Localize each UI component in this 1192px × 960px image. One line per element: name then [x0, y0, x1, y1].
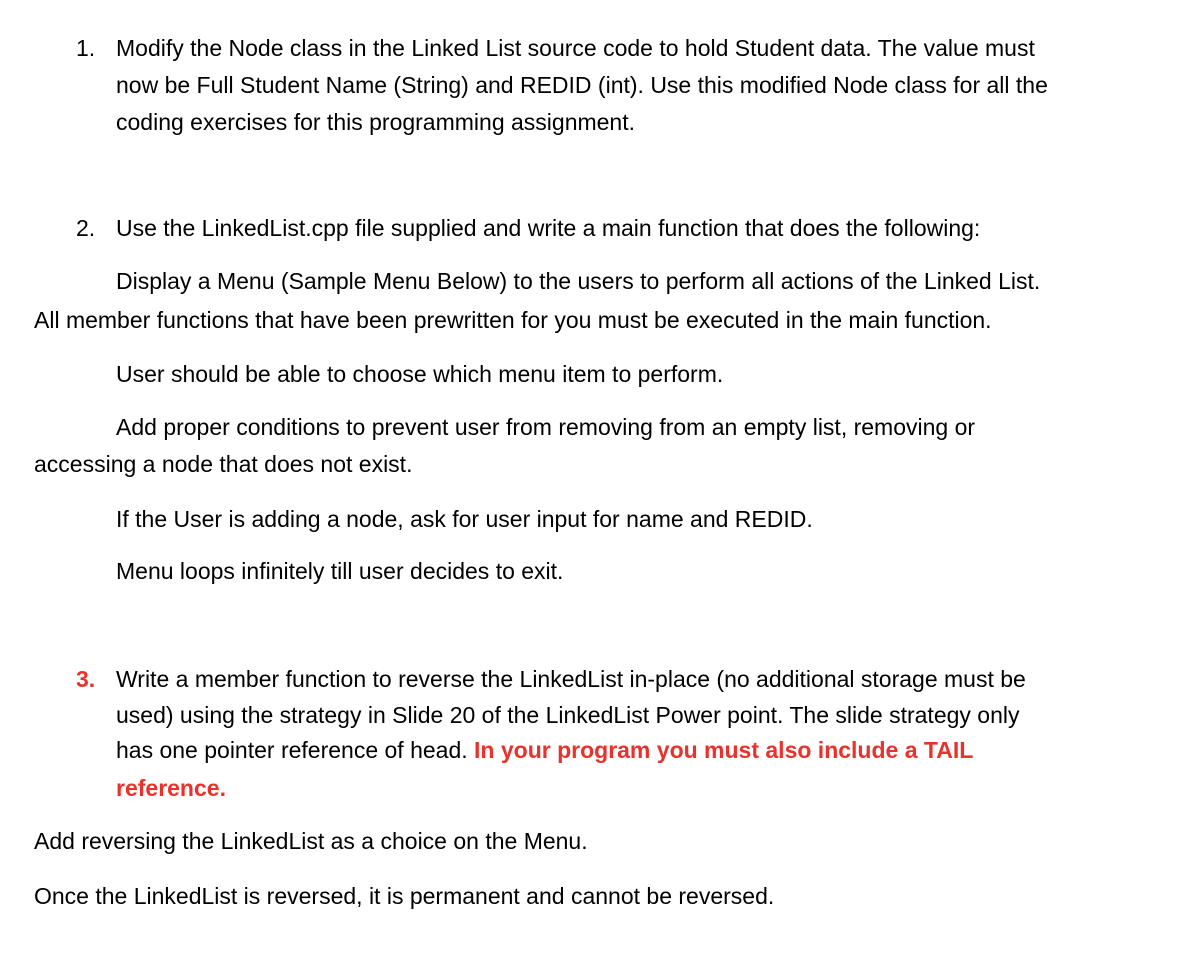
item-2-number: 2. — [76, 215, 96, 241]
item-2-menu-line-1: Display a Menu (Sample Menu Below) to the users to perform all actions of the Linked List. — [116, 268, 1041, 294]
item-3-line-1: Write a member function to reverse the LinkedList in-place (no additional storage must be — [116, 666, 1026, 692]
item-2-loop: Menu loops infinitely till user decides to exit. — [116, 558, 564, 584]
item-3-line-3 — [116, 736, 973, 764]
item-1-line-1: Modify the Node class in the Linked List source code to hold Student data. The value must — [116, 35, 1035, 61]
item-2-heading: Use the LinkedList.cpp file supplied and write a main function that does the following: — [116, 215, 981, 241]
item-2-input: If the User is adding a node, ask for user input for name and REDID. — [116, 506, 813, 532]
item-3-line-3-plain: has one pointer reference of head. — [116, 737, 475, 763]
item-2-conditions-line-2: accessing a node that does not exist. — [34, 451, 413, 477]
item-3-add-choice: Add reversing the LinkedList as a choice on the Menu. — [34, 828, 588, 854]
item-1-line-3: coding exercises for this programming assignment. — [116, 109, 636, 135]
item-1-number: 1. — [76, 35, 96, 61]
item-3-tail-emphasis: In your program you must also include a TAIL — [474, 737, 974, 763]
item-3-line-4-emphasis: reference. — [116, 775, 226, 801]
item-3-line-2: used) using the strategy in Slide 20 of the LinkedList Power point. The slide strategy only — [116, 702, 1020, 728]
item-3-permanent: Once the LinkedList is reversed, it is permanent and cannot be reversed. — [34, 883, 775, 909]
item-2-conditions-line-1: Add proper conditions to prevent user from removing from an empty list, removing or — [116, 414, 976, 440]
item-2-menu-line-2: All member functions that have been prewritten for you must be executed in the main function. — [34, 307, 992, 333]
item-2-choose: User should be able to choose which menu item to perform. — [116, 361, 724, 387]
item-1-line-2: now be Full Student Name (String) and REDID (int). Use this modified Node class for all the — [116, 72, 1048, 98]
item-3-number: 3. — [76, 666, 96, 692]
